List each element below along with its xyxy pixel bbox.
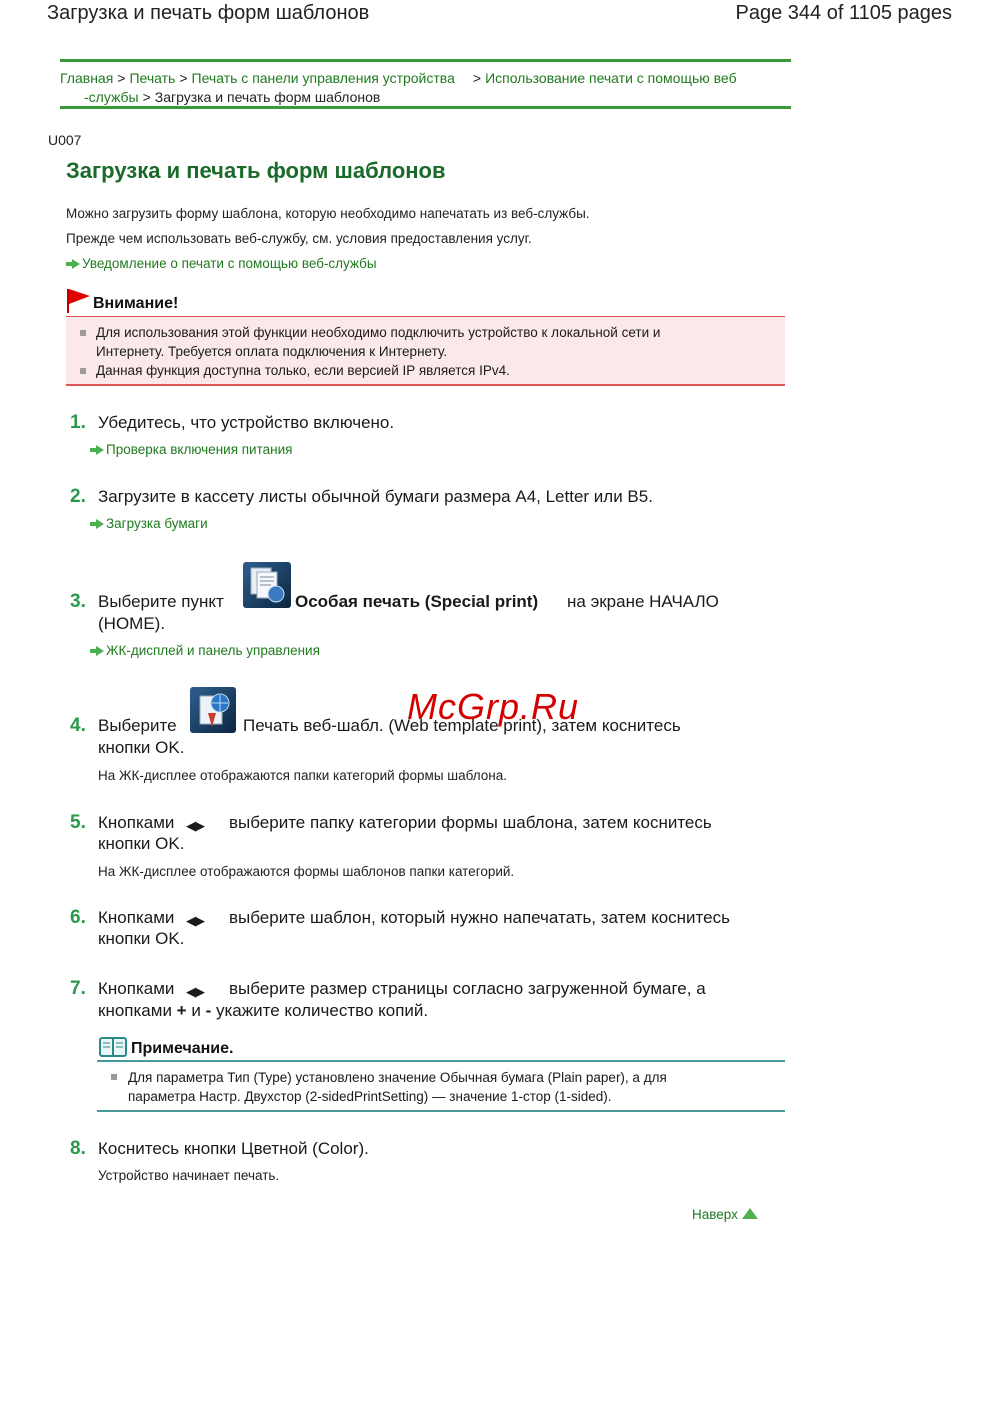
power-check-link[interactable]: Проверка включения питания — [106, 442, 293, 457]
back-to-top-link[interactable]: Наверх — [692, 1207, 738, 1222]
intro-paragraph-1: Можно загрузить форму шаблона, которую необходимо напечатать из веб-службы. — [66, 206, 590, 221]
step-6-post: выберите шаблон, который нужно напечатать, затем коснитесь — [229, 908, 730, 927]
arrow-right-icon — [72, 259, 80, 269]
minus-button-label: - — [205, 1001, 212, 1020]
caution-item-2: Данная функция доступна только, если версией IP является IPv4. — [96, 363, 510, 378]
step-4-sub: На ЖК-дисплее отображаются папки категорий формы шаблона. — [98, 768, 507, 783]
note-text-1: Для параметра Тип (Type) установлено значение Обычная бумага (Plain paper), а для — [128, 1070, 667, 1085]
caution-content — [66, 316, 785, 386]
step-number: 8. — [70, 1138, 86, 1159]
intro-link-row — [66, 256, 377, 271]
note-title: Примечание. — [131, 1040, 234, 1057]
note-divider — [97, 1110, 785, 1112]
breadcrumb-home-link[interactable]: Главная — [60, 70, 114, 86]
plus-button-label: + — [176, 1001, 187, 1020]
step-4-post: Печать веб-шабл. (Web template print), затем коснитесь — [243, 716, 681, 735]
arrow-right-icon — [96, 445, 104, 455]
step-5-pre: Кнопками — [98, 813, 175, 832]
bullet-icon — [80, 368, 86, 374]
lcd-panel-link[interactable]: ЖК-дисплей и панель управления — [106, 643, 320, 658]
step-number: 2. — [70, 486, 86, 507]
step-1-text: Убедитесь, что устройство включено. — [98, 413, 395, 432]
step-5-sub: На ЖК-дисплее отображаются формы шаблонов папки категорий. — [98, 864, 515, 879]
step-7-line2: кнопками + и - укажите количество копий. — [98, 1001, 429, 1020]
breadcrumb-print-link[interactable]: Печать — [129, 70, 176, 86]
step-3-pre: Выберите пункт — [98, 592, 224, 611]
page-indicator: Page 344 of 1105 pages — [735, 2, 952, 24]
step-7-pre: Кнопками — [98, 979, 175, 998]
arrow-right-icon — [96, 646, 104, 656]
web-template-print-icon — [190, 687, 236, 733]
step-7-post: выберите размер страницы согласно загруженной бумаге, а — [229, 979, 706, 998]
bullet-icon — [80, 330, 86, 336]
step-5-line2: кнопки OK. — [98, 834, 185, 853]
book-icon — [99, 1036, 127, 1058]
breadcrumb-current: Загрузка и печать форм шаблонов — [154, 89, 381, 105]
step-4-pre: Выберите — [98, 716, 177, 735]
breadcrumb: Главная > Печать > Печать с панели управления устройства > Использование печати с помощью веб -службы > Загрузка и печать форм шаблонов — [60, 59, 791, 109]
intro-paragraph-2: Прежде чем использовать веб-службу, см. условия предоставления услуг. — [66, 231, 532, 246]
note-divider — [97, 1060, 785, 1062]
step-3-post: на экране НАЧАЛО — [567, 592, 719, 611]
caution-item-1: Для использования этой функции необходимо подключить устройство к локальной сети и — [96, 325, 661, 340]
step-2-link-row — [90, 516, 208, 531]
step-number: 1. — [70, 412, 86, 433]
red-flag-icon — [66, 288, 92, 314]
step-8-text: Коснитесь кнопки Цветной (Color). — [98, 1139, 369, 1158]
step-number: 7. — [70, 978, 86, 999]
step-5-post: выберите папку категории формы шаблона, затем коснитесь — [229, 813, 712, 832]
caution-title: Внимание! — [93, 295, 179, 312]
left-right-arrows-icon: ◀▶ — [186, 818, 204, 833]
step-number: 5. — [70, 812, 86, 833]
special-print-label: Особая печать (Special print) — [295, 592, 539, 611]
step-6-pre: Кнопками — [98, 908, 175, 927]
breadcrumb-panel-link[interactable]: Печать с панели управления устройства — [191, 70, 455, 86]
watermark-logo: McGrp.Ru — [407, 686, 580, 727]
note-text-2: параметра Настр. Двухстор (2-sidedPrintSetting) — значение 1-стор (1-sided). — [128, 1089, 612, 1104]
left-right-arrows-icon: ◀▶ — [186, 913, 204, 928]
arrow-right-icon — [96, 519, 104, 529]
bullet-icon — [111, 1074, 117, 1080]
web-service-notice-link[interactable]: Уведомление о печати с помощью веб-службы — [82, 256, 377, 271]
topic-code: U007 — [48, 132, 82, 148]
paper-loading-link[interactable]: Загрузка бумаги — [106, 516, 208, 531]
special-print-icon — [243, 562, 291, 608]
step-3-line2: (HOME). — [98, 614, 166, 633]
left-right-arrows-icon: ◀▶ — [186, 984, 204, 999]
step-4-line2: кнопки OK. — [98, 738, 185, 757]
page-title: Загрузка и печать форм шаблонов — [66, 158, 446, 183]
document-header-title: Загрузка и печать форм шаблонов — [47, 2, 370, 24]
step-6-line2: кнопки OK. — [98, 929, 185, 948]
back-to-top[interactable] — [692, 1207, 758, 1222]
step-number: 6. — [70, 907, 86, 928]
arrow-up-icon — [742, 1208, 758, 1219]
breadcrumb-web-link[interactable]: Использование печати с помощью веб — [485, 70, 737, 86]
step-number: 4. — [70, 715, 86, 736]
caution-item-1-cont: Интернету. Требуется оплата подключения к Интернету. — [96, 344, 448, 359]
breadcrumb-web-link-cont[interactable]: -службы — [84, 89, 139, 105]
step-2-text: Загрузите в кассету листы обычной бумаги размера A4, Letter или B5. — [98, 487, 653, 506]
step-number: 3. — [70, 591, 86, 612]
step-8-sub: Устройство начинает печать. — [98, 1168, 280, 1183]
step-1-link-row — [90, 442, 292, 457]
step-3-link-row — [90, 643, 320, 658]
